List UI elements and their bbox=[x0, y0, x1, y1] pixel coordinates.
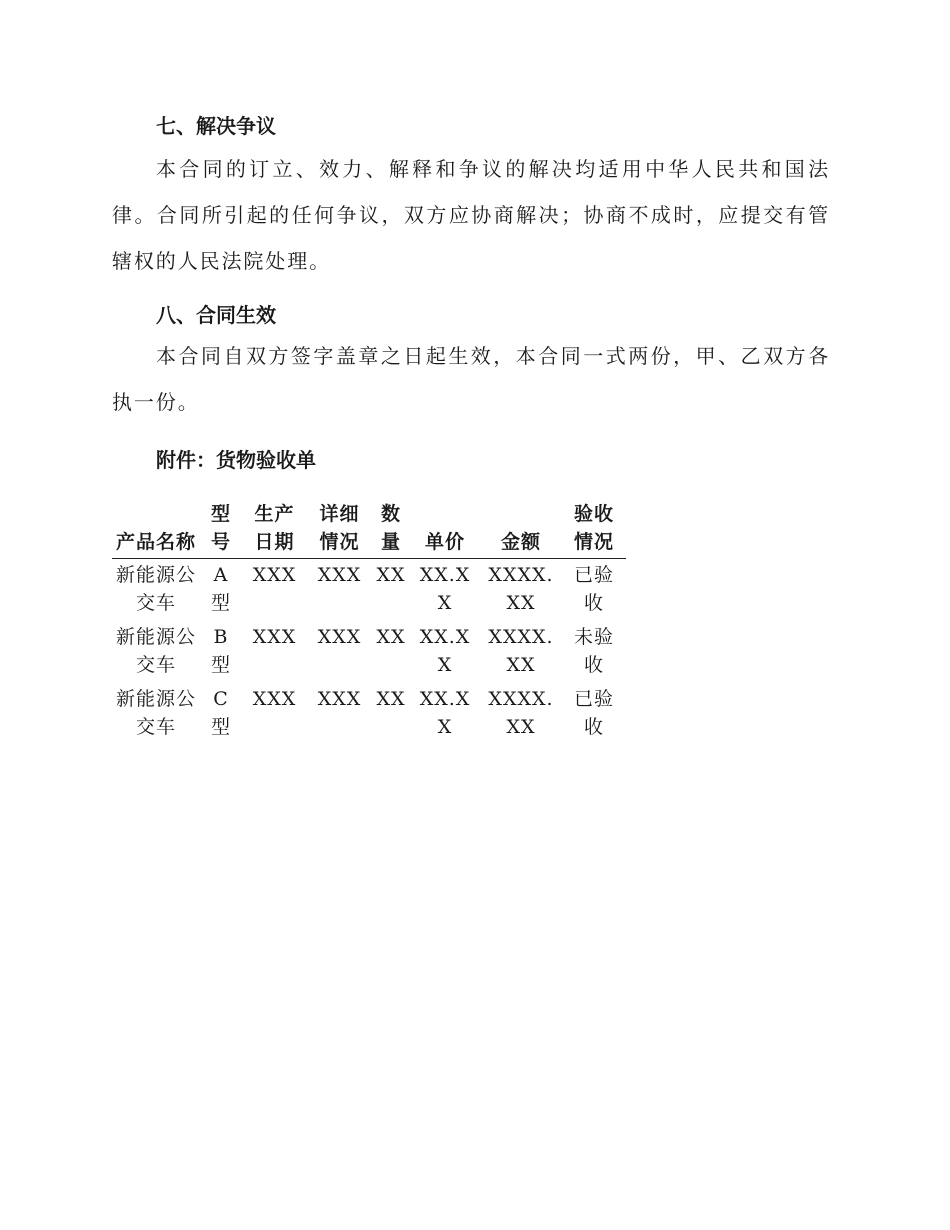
table-row bbox=[112, 683, 626, 745]
table-cell: XX.XX bbox=[419, 626, 471, 676]
table-cell: XX.XX bbox=[419, 688, 471, 738]
table-header-cell: 型号 bbox=[200, 500, 242, 559]
table-cell: XX.XX bbox=[419, 564, 471, 614]
table-cell: XX bbox=[376, 688, 406, 710]
table-header-cell: 详细情况 bbox=[307, 500, 372, 559]
table-cell: XXX bbox=[317, 564, 362, 586]
table-cell: XXXX.XX bbox=[488, 564, 554, 614]
table-header-row bbox=[112, 500, 626, 559]
table-header-cell: 生产日期 bbox=[242, 500, 307, 559]
table-cell: 已验收 bbox=[573, 564, 614, 614]
table-cell: B型 bbox=[210, 626, 231, 676]
section-8-heading: 八、合同生效 bbox=[156, 303, 276, 327]
table-row bbox=[112, 621, 626, 683]
table-cell: A型 bbox=[210, 564, 231, 614]
table-header-cell: 数量 bbox=[372, 500, 410, 559]
table-cell: XXXX.XX bbox=[488, 626, 554, 676]
table-cell: XXX bbox=[317, 688, 362, 710]
section-8-paragraph: 本合同自双方签字盖章之日起生效，本合同一式两份，甲、乙双方各执一份。 bbox=[112, 344, 830, 414]
table-cell: 未验收 bbox=[573, 626, 614, 676]
table-cell: XXX bbox=[252, 626, 297, 648]
table-cell: XX bbox=[376, 564, 406, 586]
table-header-cell: 产品名称 bbox=[112, 500, 200, 559]
table-cell: XXX bbox=[252, 688, 297, 710]
table-cell: 新能源公交车 bbox=[116, 564, 197, 614]
table-cell: 新能源公交车 bbox=[116, 626, 197, 676]
section-7-paragraph: 本合同的订立、效力、解释和争议的解决均适用中华人民共和国法律。合同所引起的任何争议，双方应协商解决；协商不成时，应提交有管辖权的人民法院处理。 bbox=[112, 157, 830, 273]
table-header-cell: 单价 bbox=[410, 500, 480, 559]
attachment-heading: 附件：货物验收单 bbox=[156, 448, 316, 472]
acceptance-table bbox=[112, 500, 626, 745]
table-header-cell: 金额 bbox=[480, 500, 562, 559]
table-cell: XX bbox=[376, 626, 406, 648]
table-cell: XXX bbox=[252, 564, 297, 586]
table-header-cell: 验收情况 bbox=[562, 500, 626, 559]
table-cell: C型 bbox=[210, 688, 231, 738]
table-cell: XXXX.XX bbox=[488, 688, 554, 738]
table-cell: XXX bbox=[317, 626, 362, 648]
table-cell: 已验收 bbox=[573, 688, 614, 738]
table-row bbox=[112, 559, 626, 622]
table-cell: 新能源公交车 bbox=[116, 688, 197, 738]
section-7-heading: 七、解决争议 bbox=[156, 114, 276, 138]
